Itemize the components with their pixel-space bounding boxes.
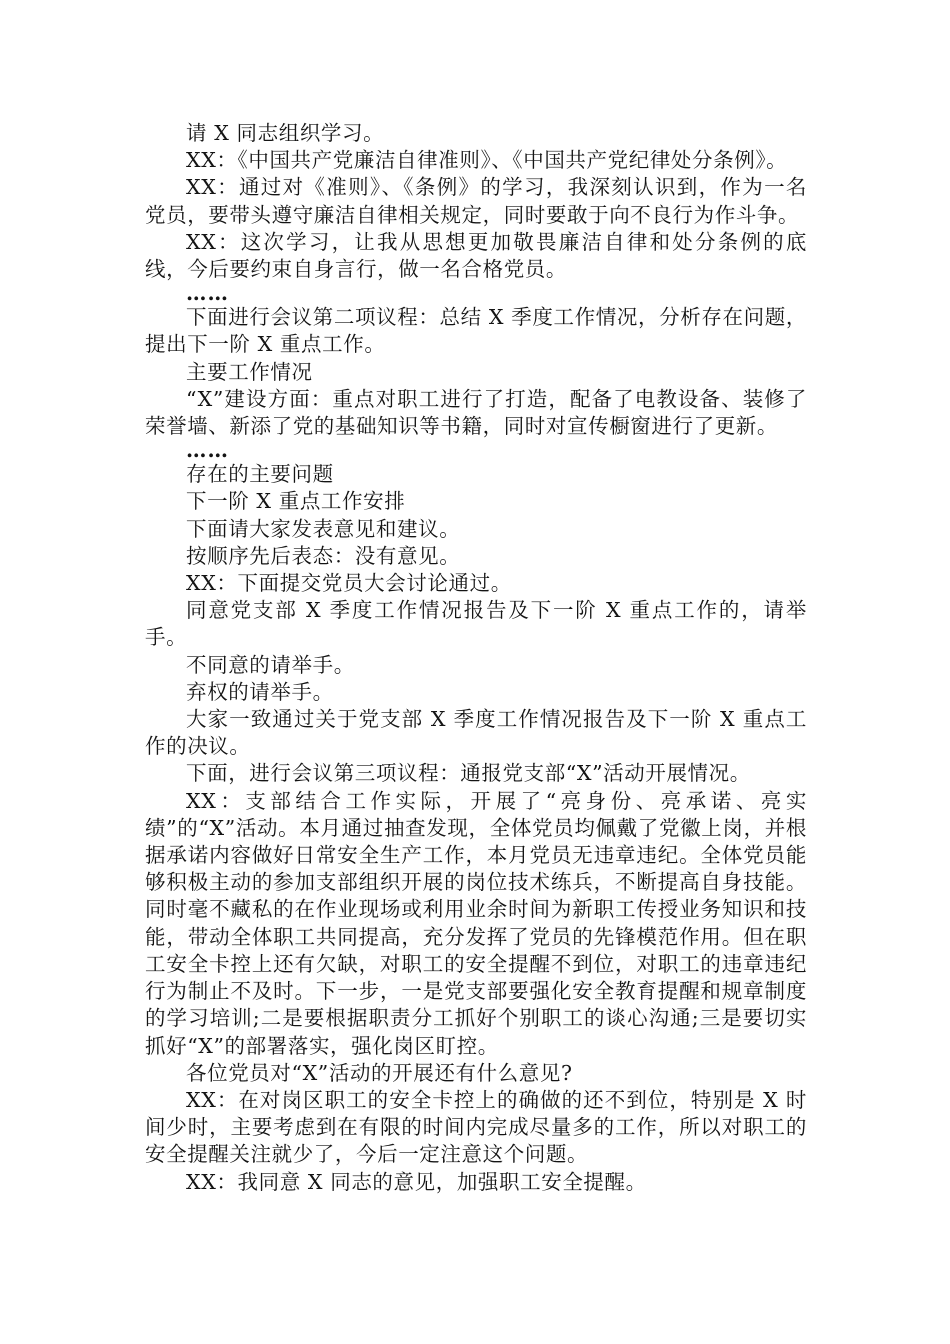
paragraph: XX：《中国共产党廉洁自律准则》、《中国共产党纪律处分条例》。 xyxy=(186,148,788,173)
paragraph: 大家一致通过关于党支部 X 季度工作情况报告及下一阶 X 重点工作的决议。 xyxy=(145,707,807,759)
paragraph: XX：在对岗区职工的安全卡控上的确做的还不到位，特别是 X 时间少时，主要考虑到在有限的时间内完成尽量多的工作，所以对职工的安全提醒关注就少了，今后一定注意这个问题。 xyxy=(145,1087,807,1167)
paragraph: XX：支部结合工作实际，开展了“亮身份、亮承诺、亮实绩”的“X”活动。本月通过抽查发现，全体党员均佩戴了党徽上岗，并根据承诺内容做好日常安全生产工作，本月党员无违章违纪。全体党员能够积极主动的参加支部组织开展的岗位技术练兵，不断提高自身技能。同时毫不藏私的在作业现场或利用业余时间为新职工传授业务知识和技能，带动全体职工共同提高，充分发挥了党员的先锋模范作用。但在职工安全卡控上还有欠缺，对职工的安全提醒不到位，对职工的违章违纪行为制止不及时。下一步，一是党支部要强化安全教育提醒和规章制度的学习培训;二是要根据职责分工抓好个别职工的谈心沟通;三是要切实抓好“X”的部署落实，强化岗区盯控。 xyxy=(145,788,807,1058)
ellipsis-line: …… xyxy=(186,438,229,463)
paragraph: 各位党员对“X”活动的开展还有什么意见? xyxy=(186,1060,573,1085)
paragraph: XX：这次学习，让我从思想更加敬畏廉洁自律和处分条例的底线，今后要约束自身言行，做一名合格党员。 xyxy=(145,229,807,282)
paragraph: 同意党支部 X 季度工作情况报告及下一阶 X 重点工作的，请举手。 xyxy=(145,598,807,650)
paragraph: 下面请大家发表意见和建议。 xyxy=(186,516,461,541)
section-heading: 主要工作情况 xyxy=(186,359,313,384)
section-heading: 下一阶 X 重点工作安排 xyxy=(186,489,406,514)
section-heading: 存在的主要问题 xyxy=(186,462,334,487)
paragraph: 弃权的请举手。 xyxy=(186,679,334,704)
paragraph: 请 X 同志组织学习。 xyxy=(186,121,385,145)
paragraph: XX：我同意 X 同志的意见，加强职工安全提醒。 xyxy=(186,1169,647,1194)
paragraph: 按顺序先后表态：没有意见。 xyxy=(186,543,461,568)
paragraph: XX：通过对《准则》、《条例》的学习，我深刻认识到，作为一名党员，要带头遵守廉洁自律相关规定，同时要敢于向不良行为作斗争。 xyxy=(145,175,807,227)
paragraph: XX：下面提交党员大会讨论通过。 xyxy=(186,571,512,596)
document-body xyxy=(145,120,807,1196)
paragraph: “X”建设方面：重点对职工进行了打造，配备了电教设备、装修了荣誉墙、新添了党的基础知识等书籍，同时对宣传橱窗进行了更新。 xyxy=(145,386,807,439)
paragraph: 不同意的请举手。 xyxy=(186,652,355,677)
paragraph: 下面，进行会议第三项议程：通报党支部“X”活动开展情况。 xyxy=(186,761,751,786)
ellipsis-line: …… xyxy=(186,281,229,306)
paragraph: 下面进行会议第二项议程：总结 X 季度工作情况，分析存在问题，提出下一阶 X 重点工作。 xyxy=(145,305,807,357)
